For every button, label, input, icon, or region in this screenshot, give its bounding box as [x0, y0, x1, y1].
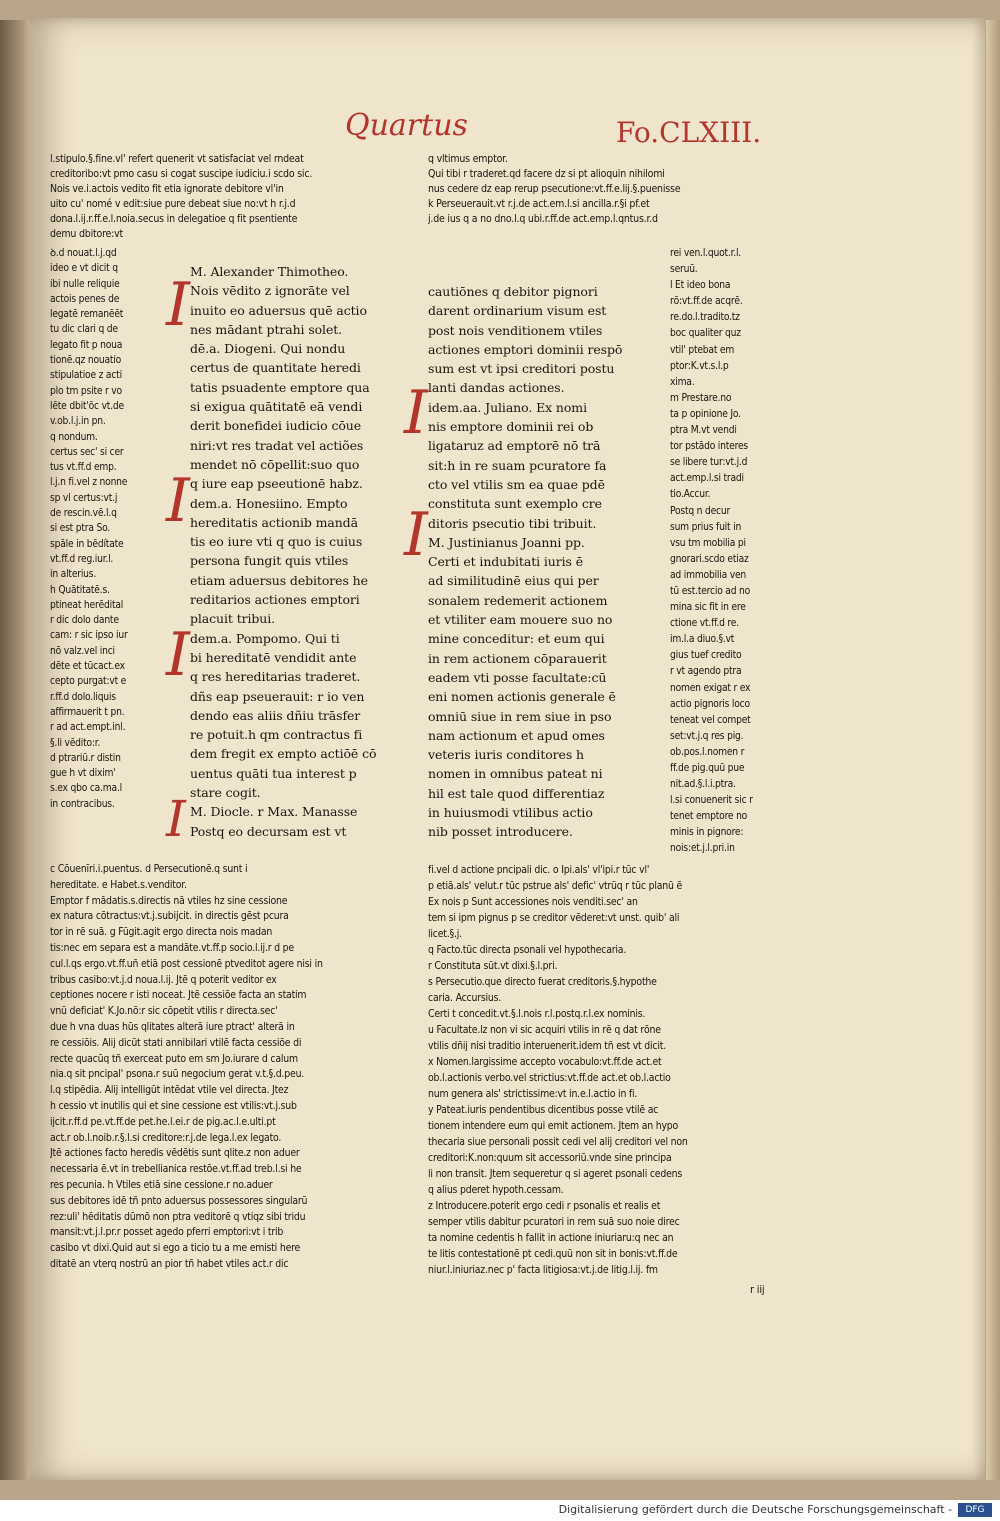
- gloss-left-col-line: tus vt.ff.d emp.: [50, 462, 117, 474]
- gloss-right-col-line: ptra M.vt vendi: [670, 425, 737, 437]
- main-right-line: omniū siue in rem siue in pso: [428, 708, 612, 724]
- gloss-bottom-left-line: Emptor f mādatis.s.directis nā vtiles hz sine cessione: [50, 894, 288, 907]
- main-right-line: nomen in omnibus pateat ni: [428, 766, 603, 782]
- gloss-left-col-line: r ad act.empt.inl.: [50, 722, 126, 734]
- gloss-right-col-line: tor pstādo interes: [670, 441, 748, 453]
- main-left-line: dendo eas aliis dñiu trāsfer: [190, 707, 361, 723]
- running-head-left: Quartus: [345, 108, 468, 143]
- gloss-right-col-line: act.emp.l.si tradi: [670, 473, 744, 485]
- gloss-bottom-right-line: thecaria siue personali possit cedi vel alij creditori vel non: [428, 1136, 688, 1148]
- gloss-left-col-line: plo tm psite r vo: [50, 385, 122, 397]
- gloss-left-col-line: ꝺ.d nouat.l.j.qd: [50, 248, 117, 259]
- gloss-right-col-line: seruū.: [670, 264, 698, 276]
- main-left-line: hereditatis actionib mandā: [190, 514, 358, 530]
- main-right-line: in huiusmodi vtilibus actio: [428, 805, 593, 821]
- gloss-bottom-right-line: y Pateat.iuris pendentibus dicentibus posse vtilē ac: [428, 1104, 659, 1116]
- gloss-right-col-line: im.l.a diuo.§.vt: [670, 634, 735, 646]
- gloss-top-middle-line: j.de ius q a no dno.l.q ubi.r.ff.de act.emp.l.qntus.r.d: [428, 213, 658, 225]
- main-right-line: cautiōnes q debitor pignori: [428, 284, 598, 299]
- initial-letter-i-1: I: [166, 270, 190, 340]
- gloss-bottom-right-line: te litis contestationē pt cedi.quū non sit in bonis:vt.ff.de: [428, 1248, 678, 1260]
- gloss-right-col-line: nomen exigat r ex: [670, 682, 751, 694]
- gloss-right-col-line: gnorari.scdo etiaz: [670, 553, 749, 565]
- main-left-line: dem fregit ex empto actiōē cō: [190, 746, 377, 762]
- gloss-bottom-right-line: tionem intendere eum qui emit actionem. Jtem an hypo: [428, 1120, 679, 1132]
- gloss-left-col-line: spāle in bēdítate: [50, 538, 124, 550]
- main-left-line: tis eo iure vti q quo is cuius: [190, 534, 363, 550]
- gloss-right-col-line: xima.: [670, 376, 695, 388]
- main-left-line: certus de quantitate heredi: [190, 360, 361, 376]
- gloss-left-column: [50, 246, 162, 812]
- main-right-line: in rem actionem cōparauerit: [428, 650, 607, 666]
- gloss-right-col-line: rei ven.l.quot.r.l.: [670, 248, 742, 259]
- gloss-right-col-line: ff.de pig.quū pue: [670, 763, 745, 774]
- gloss-left-col-line: legato fit p noua: [50, 339, 123, 351]
- gloss-bottom-left-line: h cessio vt inutilis qui et sine cessione est vtilis:vt.j.sub: [50, 1099, 297, 1112]
- main-right-line: Certi et indubitati iuris ē: [428, 554, 584, 570]
- gloss-left-col-line: de rescin.vē.l.q: [50, 508, 117, 520]
- gloss-left-col-line: v.ob.l.j.in pn.: [50, 416, 106, 428]
- gloss-right-col-line: ta p opinione Jo.: [670, 408, 741, 420]
- gloss-right-col-line: ad immobilia ven: [670, 569, 747, 581]
- gloss-left-col-line: legatē remanēēt: [50, 309, 124, 321]
- gloss-bottom-right-line: caria. Accursius.: [428, 992, 502, 1004]
- funding-notice: Digitalisierung gefördert durch die Deutsche Forschungsgemeinschaft -: [558, 1503, 952, 1516]
- main-right-line: sum est vt ipsi creditori postu: [428, 361, 615, 377]
- main-left-line: placuit tribui.: [190, 611, 276, 627]
- gloss-bottom-left-line: act.r ob.l.noib.r.§.l.si creditore:r.j.de lega.l.ex legato.: [50, 1131, 282, 1144]
- main-left-line: tatis psuadente emptore qua: [190, 379, 370, 395]
- gloss-bottom-left-line: tor in rē suā. g Fūgit.agit ergo directa nois madan: [50, 926, 273, 939]
- gloss-right-col-line: ob.pos.l.nomen r: [670, 746, 745, 758]
- gloss-top-left-line: dona.l.ij.r.ff.e.l.noia.secus in delegatioe q fit psentiente: [50, 213, 298, 225]
- main-right-line: eadem vti posse facultate:cū: [428, 669, 607, 685]
- gloss-bottom-right-line: li non transit. Jtem sequeretur q si ageret psonali cedens: [428, 1168, 683, 1180]
- gloss-bottom-right-line: x Nomen.largissime accepto vocabulo:vt.ff.de act.et: [428, 1056, 662, 1068]
- gloss-right-col-line: vsu tm mobilia pi: [670, 537, 746, 549]
- gloss-bottom-right-line: u Facultate.lz non vi sic acquiri vtilis in rē q dat rōne: [428, 1024, 661, 1036]
- main-right-line: idem.aa. Juliano. Ex nomi: [428, 399, 587, 415]
- gloss-bottom-left-line: l.q stipēdia. Alij intelligūt intēdat vtile vel directa. Jtez: [50, 1084, 289, 1097]
- main-left-line: dem.a. Pompomo. Qui ti: [190, 630, 340, 646]
- main-right-line: post nois venditionem vtiles: [428, 322, 603, 338]
- gloss-bottom-right-line: r Constituta sūt.vt dixi.§.l.pri.: [428, 960, 558, 972]
- gloss-left-col-line: tu dic clari q de: [50, 324, 118, 336]
- main-right-line: nis emptore dominii rei ob: [428, 419, 594, 435]
- gloss-top-left-line: demu dbitore:vt: [50, 228, 124, 240]
- gloss-left-col-line: h Quātitatē.s.: [50, 584, 110, 596]
- main-left-line: persona fungit quis vtiles: [190, 553, 349, 569]
- gloss-left-col-line: gue h vt dixim': [50, 768, 116, 780]
- gloss-bottom-right-line: tem si ipm pignus p se creditor vēderet:vt unst. quib' ali: [428, 912, 680, 924]
- page-fore-edge: [986, 20, 1000, 1480]
- gloss-bottom-left-line: necessaria ē.vt in trebellianica restōe.vt.ff.ad treb.l.si he: [50, 1163, 302, 1176]
- main-right-line: veteris iuris conditores h: [428, 747, 584, 763]
- dfg-logo: DFG: [958, 1503, 992, 1517]
- gloss-bottom-right: [428, 862, 793, 1278]
- gloss-top-middle-line: k Perseuerauit.vt r.j.de act.em.l.si ancilla.r.§i pf.et: [428, 198, 650, 210]
- main-left-line: derit bonefidei iudicio cōue: [190, 418, 362, 434]
- gloss-bottom-right-line: Certi t concedit.vt.§.l.nois r.l.postq.r.l.ex nominis.: [428, 1008, 646, 1020]
- gloss-top-middle-line: Qui tibi r traderet.qd facere dz si pt alioquin nihilomi: [428, 168, 665, 180]
- gloss-left-col-line: §.li vēdito:r.: [50, 737, 101, 749]
- gloss-top-middle-line: q vltimus emptor.: [428, 153, 508, 165]
- gloss-left-col-line: certus sec' si cer: [50, 446, 124, 458]
- gloss-left-col-line: cepto purgat:vt e: [50, 676, 127, 688]
- gloss-left-col-line: dēte et tūcact.ex: [50, 661, 125, 673]
- main-left-line: nes mādant ptrahi solet.: [190, 321, 343, 337]
- gloss-bottom-left-line: hereditate. e Habet.s.venditor.: [50, 878, 187, 891]
- gloss-right-col-line: tio.Accur.: [670, 489, 711, 501]
- gloss-left-col-line: cam: r sic ipso iur: [50, 630, 128, 642]
- gloss-bottom-left-line: tis:nec em separa est a mandāte.vt.ff.p socio.l.ij.r d pe: [50, 941, 294, 954]
- gloss-right-col-line: boc qualiter quz: [670, 328, 741, 340]
- gloss-left-col-line: vt.ff.d reg.iur.l.: [50, 553, 114, 565]
- main-right-line: constituta sunt exemplo cre: [428, 496, 602, 512]
- main-left-line: mendet nō cōpellit:suo quo: [190, 456, 360, 472]
- initial-letter-i-2: I: [166, 466, 190, 536]
- gloss-right-col-line: set:vt.j.q res pig.: [670, 730, 744, 742]
- gloss-bottom-left-line: casibo vt dixi.Quid aut si ego a ticio tu a me emisti here: [50, 1242, 301, 1255]
- main-right-line: et vtiliter eam mouere suo no: [428, 612, 613, 628]
- main-left-line: re potuit.h qm contractus fi: [190, 727, 363, 743]
- gloss-right-col-line: Postq n decur: [670, 505, 731, 517]
- main-right-line: ditoris psecutio tibi tribuit.: [428, 515, 597, 531]
- gloss-left-col-line: l.j.n fi.vel z nonne: [50, 477, 128, 489]
- main-right-line: cto vel vtilis sm ea quae pdē: [428, 476, 605, 492]
- gloss-left-col-line: stipulatioe z acti: [50, 370, 122, 382]
- gloss-bottom-right-line: Ex nois p Sunt accessiones nois venditi.sec' an: [428, 896, 638, 908]
- main-right-line: eni nomen actionis generale ē: [428, 689, 616, 705]
- gloss-bottom-right-line: semper vtilis dabitur pcuratori in rem suā suo noie direc: [428, 1216, 680, 1228]
- gloss-top-left-line: Nois ve.i.actois vedito fit etia ignorate debitore vl'in: [50, 183, 284, 195]
- main-left-line: inuito eo aduersus quē actio: [190, 302, 367, 318]
- initial-letter-i-6: I: [404, 500, 428, 570]
- gloss-right-col-line: teneat vel compet: [670, 714, 751, 726]
- gloss-bottom-left-line: c Cōuenīri.i.puentus. d Persecutionē.q sunt i: [50, 863, 248, 875]
- main-left-line: niri:vt res tradat vel actiões: [190, 437, 364, 453]
- gloss-left-col-line: actois penes de: [50, 293, 120, 305]
- gloss-left-col-line: in contracibus.: [50, 798, 115, 810]
- gloss-bottom-right-line: p etiā.als' velut.r tūc pstrue als' defic' vtrūq r tūc planū ē: [428, 880, 683, 892]
- main-right-line: mine conceditur: et eum qui: [428, 631, 605, 647]
- gloss-bottom-right-line: licet.§.j.: [428, 928, 462, 940]
- gloss-left-col-line: s.ex qbo ca.ma.l: [50, 783, 123, 795]
- gloss-bottom-right-line: ta nomine cedentis h fallit in actione iniuriaru:q nec an: [428, 1232, 674, 1244]
- gloss-bottom-right-line: z Introducere.poterit ergo cedi r psonalis et realis et: [428, 1200, 661, 1212]
- gloss-right-col-line: rō:vt.ff.de acqrē.: [670, 296, 743, 308]
- main-left-line: Postq eo decursam est vt: [190, 823, 347, 839]
- gloss-left-col-line: nō valz.vel inci: [50, 645, 115, 657]
- gloss-top-middle: [428, 152, 793, 227]
- main-left-line: etiam aduersus debitores he: [190, 572, 368, 588]
- main-text-left: [190, 262, 402, 841]
- gloss-bottom-left-line: vnū deficiat' K.Jo.nō:r sic cōpetit vtilis r directa.sec': [50, 1005, 278, 1018]
- gloss-left-col-line: ideo e vt dicit q: [50, 263, 118, 275]
- gloss-top-left-line: uito cu' nomé v edit:siue pure debeat siue no:vt h r.j.d: [50, 198, 296, 210]
- gloss-bottom-right-line: fi.vel d actione pncipali dic. o Ipi.als' vl'ipi.r tūc vl': [428, 864, 650, 876]
- gloss-right-col-line: minis in pignore:: [670, 827, 744, 839]
- gloss-right-col-line: m Prestare.no: [670, 392, 732, 404]
- gloss-bottom-left-line: due h vna duas hūs qlitates alterā iure ptract' alterā in: [50, 1020, 295, 1033]
- initial-letter-i-3: I: [166, 620, 190, 690]
- gloss-bottom-right-line: niur.l.iniuriaz.nec p' facta litigiosa:vt.j.de litig.l.ij. fm: [428, 1264, 658, 1276]
- gloss-bottom-left: [50, 862, 402, 1273]
- gloss-right-col-line: vtil' ptebat em: [670, 344, 735, 356]
- gloss-left-col-line: in alterius.: [50, 569, 97, 581]
- gloss-bottom-left-line: rez:uli' hēditatis dūmō non ptra veditorē q vtiqz sibi tridu: [50, 1210, 306, 1223]
- gloss-bottom-right-line: q Facto.tūc directa psonali vel hypothecaria.: [428, 944, 627, 956]
- main-right-line: hil est tale quod differentiaz: [428, 785, 605, 801]
- main-left-line: Nois vēdito z ignorāte vel: [190, 283, 350, 299]
- main-right-line: ad similitudinē eius qui per: [428, 573, 599, 589]
- gloss-right-col-line: re.do.l.tradito.tz: [670, 312, 740, 324]
- gloss-left-col-line: d ptrariū.r distin: [50, 752, 121, 764]
- gloss-left-col-line: sp vl certus:vt.j: [50, 492, 118, 504]
- gloss-right-col-line: tenet emptore no: [670, 811, 748, 823]
- gloss-bottom-left-line: ijcit.r.ff.d pe.vt.ff.de pet.he.l.ei.r de pig.ac.l.e.ulti.pt: [50, 1115, 276, 1128]
- main-right-line: nam actionum et apud omes: [428, 727, 605, 743]
- gloss-right-col-line: ctione vt.ff.d re.: [670, 618, 739, 630]
- gloss-right-col-line: nit.ad.§.l.i.ptra.: [670, 779, 736, 791]
- gloss-right-col-line: nois:et.j.l.pri.in: [670, 843, 735, 855]
- gloss-bottom-right-line: num genera als' strictissime:vt in.e.l.actio in fi.: [428, 1088, 638, 1100]
- digitization-footer: [0, 1500, 1000, 1521]
- main-right-line: lanti dandas actiones.: [428, 380, 565, 396]
- gloss-right-col-line: se libere tur:vt.j.d: [670, 457, 748, 469]
- gloss-bottom-left-line: ex natura cōtractus:vt.j.subijcit. in directis gēst pcura: [50, 910, 289, 923]
- gloss-top-middle-line: nus cedere dz eap rerup psecutione:vt.ff.e.lij.§.puenisse: [428, 183, 681, 195]
- gloss-right-col-line: ptor:K.vt.s.l.p: [670, 360, 729, 372]
- gloss-right-col-line: sum prius fuit in: [670, 521, 742, 533]
- gloss-left-col-line: tionē.qz nouatio: [50, 355, 122, 367]
- gloss-bottom-left-line: ceptiones nocere r isti noceat. Jtē cessiōe facta an statim: [50, 989, 307, 1002]
- gloss-bottom-left-line: tribus casibo:vt.j.d noua.l.ij. Jtē q poterit veditor ex: [50, 973, 277, 986]
- gloss-left-col-line: r dic dolo dante: [50, 615, 119, 627]
- main-left-line: uentus quāti tua interest p: [190, 765, 357, 781]
- gloss-right-col-line: l.si conuenerit sic r: [670, 795, 753, 807]
- main-left-line: M. Diocle. r Max. Manasse: [190, 804, 358, 820]
- main-left-line: dem.a. Honesiino. Empto: [190, 495, 348, 511]
- folio-number: Fo.CLXIII.: [616, 116, 762, 149]
- gloss-bottom-left-line: res pecunia. h Vtiles etiā sine cessione.r no.aduer: [50, 1178, 273, 1191]
- main-left-line: dñs eap pseuerauit: r io ven: [190, 688, 365, 704]
- gloss-left-col-line: r.ff.d dolo.liquis: [50, 691, 116, 703]
- gloss-left-col-line: si est ptra So.: [50, 523, 111, 535]
- gloss-bottom-right-line: s Persecutio.que directo fuerat creditoris.§.hypothe: [428, 976, 657, 988]
- gloss-bottom-left-line: nia.q sit pncipal' psona.r suū negocium gerat v.t.§.d.peu.: [50, 1068, 305, 1081]
- gloss-left-col-line: ibi nulle reliquie: [50, 278, 120, 290]
- initial-letter-i-4: I: [166, 790, 186, 848]
- initial-letter-i-5: I: [404, 378, 428, 448]
- gloss-left-col-line: q nondum.: [50, 431, 98, 443]
- gloss-bottom-right-line: vtilis dñij nisi traditio interuenerit.idem tñ est vt dicit.: [428, 1040, 666, 1052]
- gloss-right-col-line: r vt agendo ptra: [670, 666, 742, 678]
- gloss-right-col-line: tū est.tercio ad no: [670, 585, 751, 597]
- gloss-bottom-left-line: recte quacūq tñ exerceat puto em sm Jo.iurare d calum: [50, 1052, 298, 1065]
- gloss-bottom-right-line: creditori:K.non:quum sit accessoriū.vnde sine principa: [428, 1152, 672, 1164]
- gloss-bottom-left-line: re cessiōis. Alij dicūt stati annibilari vtilē facta cessiōe di: [50, 1036, 302, 1049]
- gloss-left-col-line: affirmauerit t pn.: [50, 706, 125, 718]
- main-right-line: actiones emptori dominii respō: [428, 341, 623, 357]
- gloss-right-col-line: actio pignoris loco: [670, 698, 750, 710]
- gloss-right-col-line: l Et ideo bona: [670, 280, 731, 292]
- gloss-bottom-left-line: mansit:vt.j.l.pr.r posset agedo pferri emptori:vt i trib: [50, 1226, 284, 1239]
- signature-mark: r iij: [750, 1283, 765, 1296]
- gloss-top-left-line: l.stipulo.§.fine.vl' refert quenerit vt satisfaciat vel rndeat: [50, 153, 304, 165]
- gloss-bottom-right-line: q alius pderet hypoth.cessam.: [428, 1184, 564, 1196]
- gloss-top-left: [50, 152, 402, 242]
- main-left-line: q res hereditarias traderet.: [190, 669, 361, 685]
- main-left-line: si exigua quātitatē eā vendi: [190, 399, 363, 415]
- gloss-top-left-line: creditoribo:vt pmo casu si cogat suscipe iudiciu.i scdo sic.: [50, 168, 313, 180]
- gloss-bottom-left-line: sus debitores idē tñ pnto aduersus possessores singularū: [50, 1194, 308, 1207]
- main-left-line: M. Alexander Thimotheo.: [190, 264, 349, 279]
- gloss-right-col-line: gius tuef credito: [670, 650, 742, 662]
- main-right-line: ligataruz ad emptorē nō trā: [428, 438, 601, 454]
- gloss-left-col-line: ptineat herēdital: [50, 599, 124, 611]
- gloss-bottom-right-line: ob.l.actionis verbo.vel strictius:vt.ff.de act.et ob.l.actio: [428, 1072, 671, 1084]
- main-left-line: stare cogit.: [190, 785, 261, 801]
- main-right-line: sit:h in re suam pcuratore fa: [428, 457, 607, 473]
- main-left-line: bi hereditatē vendidit ante: [190, 649, 357, 665]
- gloss-right-col-line: mina sic fit in ere: [670, 602, 746, 614]
- main-left-line: reditarios actiones emptori: [190, 592, 360, 608]
- main-left-line: q iure eap pseeutionē habz.: [190, 476, 363, 492]
- main-text-right: [428, 282, 650, 842]
- main-right-line: sonalem redemerit actionem: [428, 592, 608, 608]
- main-right-line: darent ordinarium visum est: [428, 303, 607, 319]
- gloss-bottom-left-line: ditatē an vterq nostrū an pior tñ habet vtiles act.r dic: [50, 1257, 289, 1270]
- gloss-bottom-left-line: Jtē actiones facto heredis vēdētis sunt qlite.z non aduer: [50, 1147, 300, 1160]
- main-right-line: nib posset introducere.: [428, 824, 573, 840]
- gloss-right-column: [670, 246, 795, 858]
- main-left-line: dē.a. Diogeni. Qui nondu: [190, 341, 346, 357]
- gloss-bottom-left-line: cul.l.qs ergo.vt.ff.uñ etiā post cessionē ptveditot agere nisi in: [50, 957, 323, 970]
- main-right-line: M. Justinianus Joanni pp.: [428, 534, 585, 550]
- gloss-left-col-line: lēte dbit'ōc vt.de: [50, 400, 124, 412]
